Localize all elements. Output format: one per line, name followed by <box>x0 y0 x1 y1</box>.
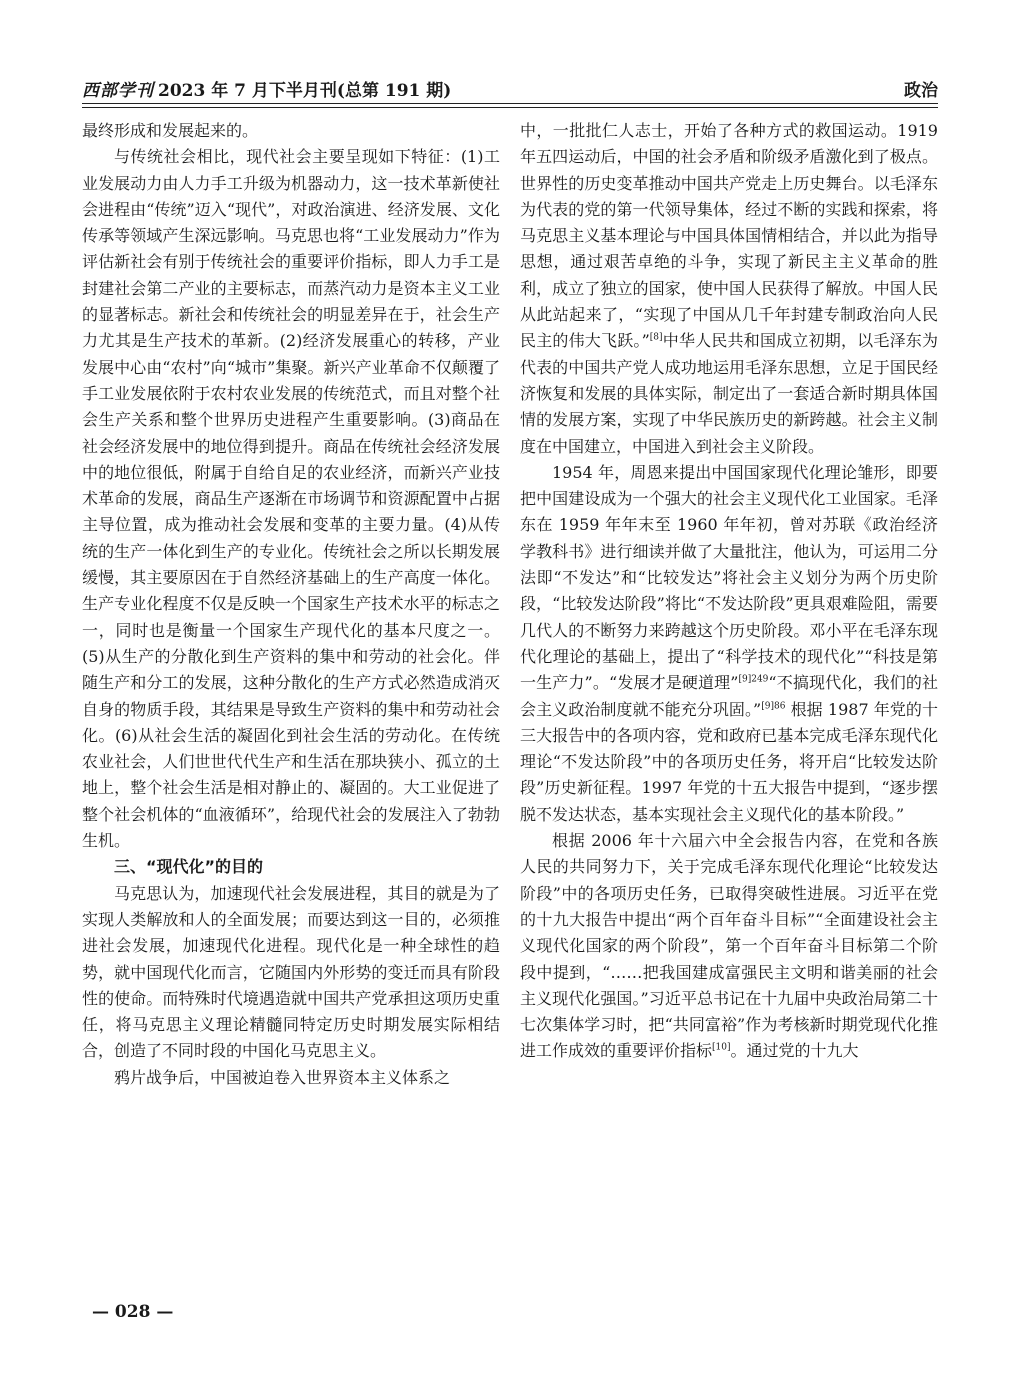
text-run: “不搞现代化，我们的社会主义政治制度就不能充分巩固。” <box>520 673 938 719</box>
paragraph <box>520 460 938 828</box>
paragraph: 鸦片战争后，中国被迫卷入世界资本主义体系之 <box>114 1067 451 1087</box>
journal-logo: 西部学刊 <box>82 81 154 101</box>
citation: [9]86 <box>761 701 786 712</box>
page-number: — 028 — <box>92 1302 174 1322</box>
paragraph: 最终形成和发展起来的。 <box>82 121 259 140</box>
page-header <box>82 74 938 102</box>
issue-info: 2023 年 7 月下半月刊(总第 191 期) <box>158 81 452 101</box>
citation: [8] <box>649 333 663 344</box>
paragraph <box>520 828 938 1065</box>
paragraph: 马克思认为，加速现代社会发展进程，其目的就是为了实现人类解放和人的全面发展；而要达到这一目的，必须推进社会发展，加速现代化进程。现代化是一种全球性的趋势，就中国现代化而言，它随国内外形势的变迁而具有阶段性的使命。而特殊时代境遇造就中国共产党承担这项历史重任，将马克思主义理论精髓同特定历史时期发展实际相结合，创造了不同时段的中国化马克思主义。 <box>82 883 500 1061</box>
header-rule <box>82 103 938 104</box>
text-run: 中，一批批仁人志士，开始了各种方式的救国运动。1919 年五四运动后，中国的社会矛盾和阶级矛盾激化到了极点。世界性的历史变革推动中国共产党走上历史舞台。以毛泽东为代表的党的第一代领导集体，经过不断的实践和探索，将马克思主义基本理论与中国具体国情相结合，并以此为指导思想，通过艰苦卓绝的斗争，实现了新民主主义革命的胜利，成立了独立的国家，使中国人民获得了解放。中国人民从此站起来了，“实现了中国从几千年封建专制政治向人民民主的伟大飞跃。” <box>520 121 938 351</box>
text-run: 1954 年，周恩来提出中国国家现代化理论雏形，即要把中国建设成为一个强大的社会主义现代化工业国家。毛泽东在 1959 年年末至 1960 年年初，曾对苏联《政治经济学教科书》进行细读并做了大量批注，他认为，可运用二分法即“不发达”和“比较发达”将社会主义划分为两个历史阶段，“比较发达阶段”将比“不发达阶段”更具艰难险阻，需要几代人的不断努力来跨越这个历史阶段。邓小平在毛泽东现代化理论的基础上，提出了“科学技术的现代化”“科技是第一生产力”。“发展才是硬道理” <box>520 462 938 693</box>
section-heading: 三、“现代化”的目的 <box>114 857 264 877</box>
paragraph: 与传统社会相比，现代社会主要呈现如下特征：(1)工业发展动力由人力手工升级为机器动力，这一技术革新使社会进程由“传统”迈入“现代”，对政治演进、经济发展、文化传承等领域产生深远影响。马克思也将“工业发展动力”作为评估新社会有别于传统社会的重要评价指标，即人力手工是封建社会第二产业的主要标志，而蒸汽动力是资本主义工业的显著标志。新社会和传统社会的明显差异在于，社会生产力尤其是生产技术的革新。(2)经济发展重心的转移，产业发展中心由“农村”向“城市”集聚。新兴产业革命不仅颠覆了手工业发展依附于农村农业发展的传统范式，而且对整个社会生产关系和整个世界历史进程产生重要影响。(3)商品在社会经济发展中的地位得到提升。商品在传统社会经济发展中的地位很低，附属于自给自足的农业经济，而新兴产业技术革命的发展，商品生产逐渐在市场调节和资源配置中占据主导位置，成为推动社会发展和变革的主要力量。(4)从传统的生产一体化到生产的专业化。传统社会之所以长期发展缓慢，其主要原因在于自然经济基础上的生产高度一体化。生产专业化程度不仅是反映一个国家生产技术水平的标志之一，同时也是衡量一个国家生产现代化的基本尺度之一。(5)从生产的分散化到生产资料的集中和劳动的社会化。伴随生产和分工的发展，这种分散化的生产方式必然造成消灭自身的物质手段，其结果是导致生产资料的集中和劳动社会化。(6)从社会生活的凝固化到社会生活的劳动化。在传统农业社会，人们世世代代生产和生活在那块狭小、孤立的土地上，整个社会生活是相对静止的、凝固的。大工业促进了整个社会机体的“血液循环”，给现代社会的发展注入了勃勃生机。 <box>82 147 500 851</box>
text-run: 根据 1987 年党的十三大报告中的各项内容，党和政府已基本完成毛泽东现代化理论“不发达阶段”中的各项历史任务，将开启“比较发达阶段”历史新征程。1997 年党的十五大报告中提到，“逐步摆脱不发达状态，基本实现社会主义现代化的基本阶段。” <box>520 699 938 824</box>
text-run: 。通过党的十九大 <box>730 1041 859 1061</box>
paragraph <box>520 118 938 460</box>
text-run: 中华人民共和国成立初期，以毛泽东为代表的中国共产党人成功地运用毛泽东思想，立足于国民经济恢复和发展的具体实际，制定出了一套适合新时期具体国情的发展方案，实现了中华民族历史的新跨越。社会主义制度在中国建立，中国进入到社会主义阶段。 <box>520 331 938 456</box>
left-column <box>82 118 500 1091</box>
citation: [10] <box>712 1043 731 1054</box>
right-column <box>520 118 938 1065</box>
header-rule-thin <box>82 107 938 108</box>
text-run: 根据 2006 年十六届六中全会报告内容，在党和各族人民的共同努力下，关于完成毛泽东现代化理论“比较发达阶段”中的各项历史任务，已取得突破性进展。习近平在党的十九大报告中提出“两个百年奋斗目标”“全面建设社会主义现代化国家的两个阶段”，第一个百年奋斗目标第二个阶段中提到，“……把我国建成富强民主文明和谐美丽的社会主义现代化强国。”习近平总书记在十九届中央政治局第二十七次集体学习时，把“共同富裕”作为考核新时期党现代化推进工作成效的重要评价指标 <box>520 831 938 1061</box>
section-label: 政治 <box>904 81 938 101</box>
citation: [9]249 <box>738 674 769 685</box>
